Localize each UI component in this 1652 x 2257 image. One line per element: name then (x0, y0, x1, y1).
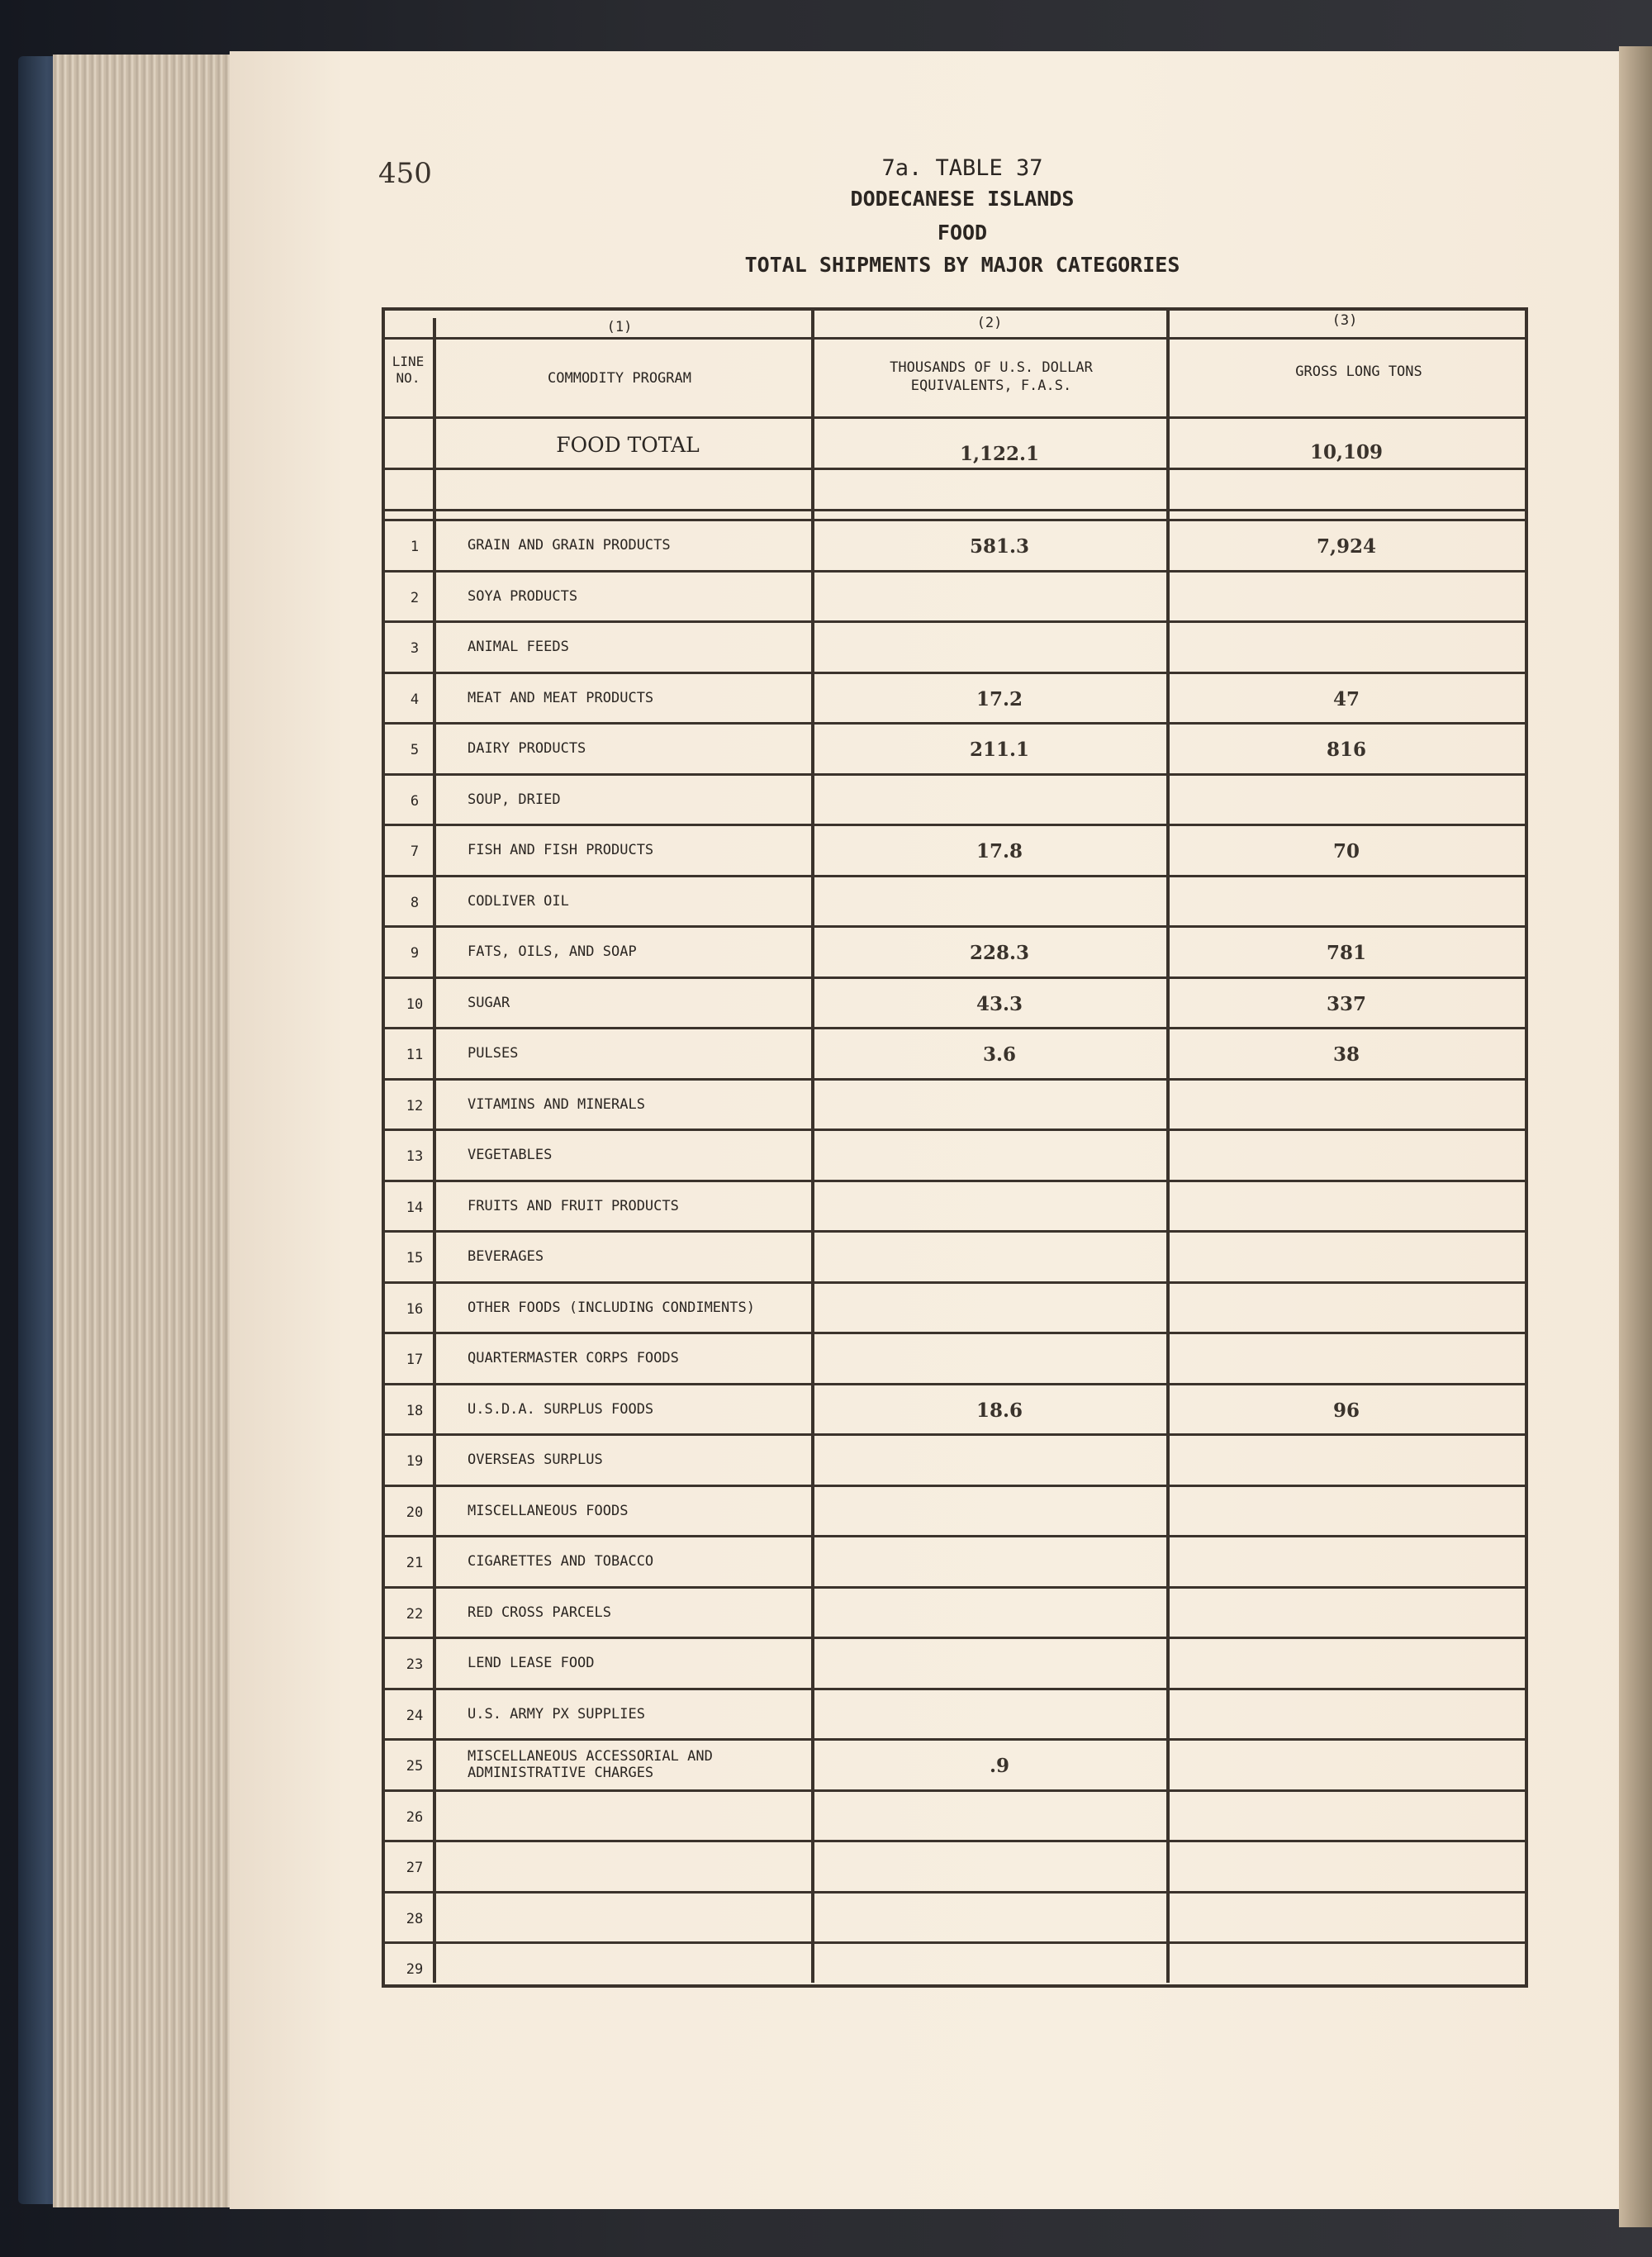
row-line-number: 15 (406, 1250, 424, 1266)
col-1-number: (1) (606, 319, 633, 335)
row-commodity-name: SOYA PRODUCTS (468, 588, 578, 605)
table-category: FOOD (937, 221, 988, 245)
food-total-tons: 10,109 (1309, 441, 1384, 463)
row-line-number: 21 (406, 1555, 424, 1571)
divider-col-2 (811, 309, 814, 1983)
row-line-number: 14 (406, 1200, 424, 1216)
row-line-number: 20 (406, 1504, 424, 1521)
row-line-number: 3 (410, 640, 420, 657)
commodity-header: COMMODITY PROGRAM (548, 370, 691, 387)
row-commodity-name: FATS, OILS, AND SOAP (468, 943, 637, 960)
row-line-number: 13 (406, 1148, 424, 1165)
table-title: TOTAL SHIPMENTS BY MAJOR CATEGORIES (744, 253, 1180, 277)
row-dollars-value: 211.1 (969, 739, 1030, 761)
row-line-number: 4 (410, 691, 420, 708)
row-tons-value: 70 (1332, 840, 1360, 862)
divider-col-3 (1166, 309, 1170, 1983)
row-commodity-name: BEVERAGES (468, 1248, 544, 1265)
row-rule (382, 570, 1528, 573)
row-commodity-name: FISH AND FISH PRODUCTS (468, 842, 654, 858)
row-tons-value: 47 (1332, 688, 1360, 710)
row-line-number: 25 (406, 1758, 424, 1775)
food-total-label: FOOD TOTAL (556, 433, 700, 457)
row-rule (382, 1891, 1528, 1894)
row-rule (382, 1027, 1528, 1029)
row-commodity-name: VITAMINS AND MINERALS (468, 1096, 645, 1113)
row-line-number: 6 (410, 793, 420, 810)
row-commodity-name: MISCELLANEOUS ACCESSORIAL AND ADMINISTRATIVE CHARGES (468, 1748, 713, 1781)
row-commodity-name: OVERSEAS SURPLUS (468, 1452, 603, 1468)
row-rule (382, 875, 1528, 877)
row-line-number: 17 (406, 1352, 424, 1368)
row-line-number: 1 (410, 539, 420, 555)
book-cover-right (1619, 46, 1652, 2227)
row-line-number: 26 (406, 1809, 424, 1826)
total-rule-2 (382, 509, 1528, 511)
row-line-number: 29 (406, 1961, 424, 1978)
row-rule (382, 1941, 1528, 1944)
total-rule (382, 468, 1528, 470)
row-rule (382, 1485, 1528, 1487)
row-line-number: 16 (406, 1301, 424, 1318)
row-tons-value: 38 (1332, 1043, 1360, 1066)
row-commodity-name: MEAT AND MEAT PRODUCTS (468, 690, 654, 706)
row-commodity-name: U.S. ARMY PX SUPPLIES (468, 1706, 645, 1722)
row-line-number: 10 (406, 996, 424, 1013)
row-commodity-name: QUARTERMASTER CORPS FOODS (468, 1350, 679, 1366)
row-dollars-value: 17.2 (976, 688, 1023, 710)
row-line-number: 2 (410, 590, 420, 606)
row-rule (382, 1332, 1528, 1334)
row-commodity-name: LEND LEASE FOOD (468, 1655, 595, 1671)
row-line-number: 11 (406, 1047, 424, 1063)
row-rule (382, 824, 1528, 826)
page-edges (53, 55, 259, 2207)
row-rule (382, 1383, 1528, 1385)
row-rule (382, 1078, 1528, 1081)
col-2-number: (2) (976, 315, 1003, 331)
row-commodity-name: VEGETABLES (468, 1147, 553, 1163)
row-line-number: 18 (406, 1403, 424, 1419)
row-commodity-name: RED CROSS PARCELS (468, 1604, 611, 1621)
row-rule (382, 519, 1528, 521)
row-rule (382, 1789, 1528, 1792)
row-line-number: 23 (406, 1656, 424, 1673)
row-line-number: 8 (410, 895, 420, 911)
row-line-number: 24 (406, 1708, 424, 1724)
row-tons-value: 781 (1326, 942, 1366, 964)
row-commodity-name: GRAIN AND GRAIN PRODUCTS (468, 537, 671, 554)
row-tons-value: 7,924 (1316, 535, 1377, 558)
row-tons-value: 816 (1326, 739, 1366, 761)
row-commodity-name: SUGAR (468, 995, 510, 1011)
row-dollars-value: 228.3 (969, 942, 1030, 964)
row-commodity-name: DAIRY PRODUCTS (468, 740, 586, 757)
row-rule (382, 925, 1528, 928)
row-rule (382, 1230, 1528, 1233)
col-3-number: (3) (1332, 312, 1358, 329)
row-tons-value: 96 (1332, 1399, 1360, 1422)
dollars-header: THOUSANDS OF U.S. DOLLAR EQUIVALENTS, F.A.S. (890, 359, 1093, 394)
row-commodity-name: CIGARETTES AND TOBACCO (468, 1553, 654, 1570)
row-rule (382, 1180, 1528, 1182)
row-dollars-value: 581.3 (969, 535, 1030, 558)
row-dollars-value: 17.8 (976, 840, 1023, 862)
row-rule (382, 722, 1528, 725)
row-dollars-value: 3.6 (982, 1043, 1016, 1066)
row-rule (382, 1586, 1528, 1589)
row-rule (382, 1433, 1528, 1436)
food-total-dollars: 1,122.1 (959, 443, 1040, 465)
row-rule (382, 773, 1528, 776)
row-rule (382, 1128, 1528, 1131)
row-commodity-name: ANIMAL FEEDS (468, 639, 569, 655)
row-rule (382, 1637, 1528, 1639)
row-rule (382, 1840, 1528, 1842)
row-line-number: 27 (406, 1860, 424, 1876)
row-rule (382, 620, 1528, 623)
tons-header: GROSS LONG TONS (1295, 363, 1422, 380)
row-commodity-name: OTHER FOODS (INCLUDING CONDIMENTS) (468, 1300, 755, 1316)
row-dollars-value: 43.3 (976, 993, 1023, 1015)
row-dollars-value: 18.6 (976, 1399, 1023, 1422)
row-commodity-name: U.S.D.A. SURPLUS FOODS (468, 1401, 654, 1418)
table-region: DODECANESE ISLANDS (850, 187, 1075, 211)
line-no-header: LINE NO. (392, 354, 425, 386)
row-commodity-name: MISCELLANEOUS FOODS (468, 1503, 629, 1519)
header-rule-bottom (382, 416, 1528, 419)
row-dollars-value: .9 (989, 1755, 1009, 1777)
row-rule (382, 976, 1528, 979)
header-rule-top (382, 337, 1528, 340)
row-commodity-name: SOUP, DRIED (468, 791, 561, 808)
table-number: 7a. TABLE 37 (881, 155, 1043, 181)
row-commodity-name: FRUITS AND FRUIT PRODUCTS (468, 1198, 679, 1214)
row-line-number: 22 (406, 1606, 424, 1623)
row-rule (382, 672, 1528, 674)
row-tons-value: 337 (1326, 993, 1366, 1015)
row-rule (382, 1535, 1528, 1537)
row-rule (382, 1281, 1528, 1284)
page-number: 450 (378, 157, 432, 190)
row-line-number: 5 (410, 742, 420, 758)
row-line-number: 9 (410, 945, 420, 962)
row-commodity-name: CODLIVER OIL (468, 893, 569, 910)
row-line-number: 12 (406, 1098, 424, 1114)
row-rule (382, 1688, 1528, 1690)
row-line-number: 19 (406, 1453, 424, 1470)
row-line-number: 7 (410, 843, 420, 860)
row-commodity-name: PULSES (468, 1045, 519, 1062)
row-rule (382, 1738, 1528, 1741)
row-line-number: 28 (406, 1911, 424, 1927)
